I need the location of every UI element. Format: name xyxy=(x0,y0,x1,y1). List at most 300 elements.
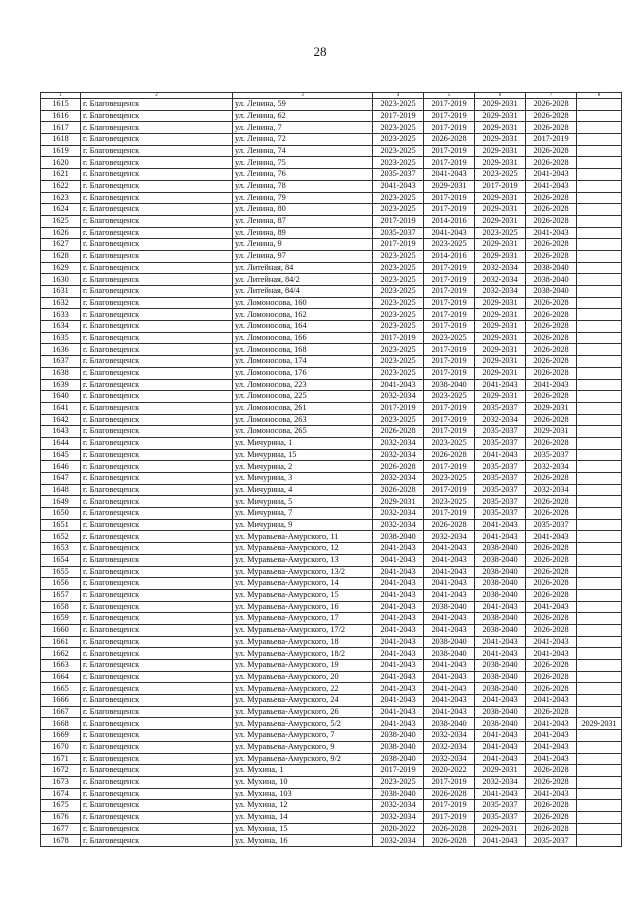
period-cell-4: 2026-2028 xyxy=(373,461,424,473)
period-cell-4: 2035-2037 xyxy=(373,169,424,181)
period-cell-7: 2026-2028 xyxy=(526,344,577,356)
address-cell: ул. Мухина, 10 xyxy=(233,776,373,788)
period-cell-4: 2041-2043 xyxy=(373,683,424,695)
period-cell-4: 2038-2040 xyxy=(373,788,424,800)
address-cell: ул. Муравьева-Амурского, 5/2 xyxy=(233,718,373,730)
table-row xyxy=(41,788,622,800)
table-row xyxy=(41,543,622,555)
table-row xyxy=(41,508,622,520)
period-cell-6: 2029-2031 xyxy=(475,110,526,122)
city-cell: г. Благовещенск xyxy=(81,391,233,403)
period-cell-4: 2038-2040 xyxy=(373,741,424,753)
period-cell-4: 2023-2025 xyxy=(373,286,424,298)
period-cell-4: 2032-2034 xyxy=(373,473,424,485)
period-cell-8 xyxy=(577,110,622,122)
period-cell-5: 2023-2025 xyxy=(424,437,475,449)
period-cell-8 xyxy=(577,274,622,286)
period-cell-4: 2017-2019 xyxy=(373,239,424,251)
period-cell-7: 2026-2028 xyxy=(526,578,577,590)
city-cell: г. Благовещенск xyxy=(81,192,233,204)
period-cell-4: 2023-2025 xyxy=(373,367,424,379)
period-cell-8 xyxy=(577,624,622,636)
period-cell-8 xyxy=(577,531,622,543)
row-number-cell: 1620 xyxy=(41,157,81,169)
row-number-cell: 1678 xyxy=(41,835,81,847)
period-cell-4: 2041-2043 xyxy=(373,566,424,578)
city-cell: г. Благовещенск xyxy=(81,134,233,146)
table-row xyxy=(41,192,622,204)
address-cell: ул. Муравьева-Амурского, 19 xyxy=(233,660,373,672)
row-number-cell: 1646 xyxy=(41,461,81,473)
table-row xyxy=(41,134,622,146)
period-cell-5: 2017-2019 xyxy=(424,157,475,169)
period-cell-6: 2041-2043 xyxy=(475,741,526,753)
period-cell-8 xyxy=(577,636,622,648)
period-cell-4: 2038-2040 xyxy=(373,730,424,742)
period-cell-7: 2026-2028 xyxy=(526,145,577,157)
period-cell-6: 2029-2031 xyxy=(475,391,526,403)
period-cell-8 xyxy=(577,344,622,356)
row-number-cell: 1636 xyxy=(41,344,81,356)
row-number-cell: 1643 xyxy=(41,426,81,438)
table-row xyxy=(41,601,622,613)
period-cell-8 xyxy=(577,227,622,239)
address-cell: ул. Муравьева-Амурского, 11 xyxy=(233,531,373,543)
row-number-cell: 1633 xyxy=(41,309,81,321)
row-number-cell: 1635 xyxy=(41,332,81,344)
address-cell: ул. Мухина, 12 xyxy=(233,800,373,812)
address-cell: ул. Ломоносова, 176 xyxy=(233,367,373,379)
address-cell: ул. Ленина, 59 xyxy=(233,99,373,111)
period-cell-8 xyxy=(577,402,622,414)
period-cell-5: 2017-2019 xyxy=(424,286,475,298)
period-cell-7: 2026-2028 xyxy=(526,99,577,111)
page-number: 28 xyxy=(313,44,327,59)
period-cell-7: 2032-2034 xyxy=(526,461,577,473)
period-cell-6: 2029-2031 xyxy=(475,99,526,111)
table-row xyxy=(41,660,622,672)
period-cell-8 xyxy=(577,800,622,812)
period-cell-6: 2035-2037 xyxy=(475,437,526,449)
city-cell: г. Благовещенск xyxy=(81,484,233,496)
table-row xyxy=(41,671,622,683)
table-row xyxy=(41,157,622,169)
table-row xyxy=(41,402,622,414)
address-cell: ул. Муравьева-Амурского, 7 xyxy=(233,730,373,742)
period-cell-6: 2029-2031 xyxy=(475,192,526,204)
period-cell-7: 2026-2028 xyxy=(526,671,577,683)
period-cell-7: 2032-2034 xyxy=(526,484,577,496)
period-cell-4: 2023-2025 xyxy=(373,344,424,356)
period-cell-7: 2026-2028 xyxy=(526,554,577,566)
column-number-cell: 8 xyxy=(577,93,622,99)
city-cell: г. Благовещенск xyxy=(81,332,233,344)
period-cell-5: 2032-2034 xyxy=(424,730,475,742)
table-row xyxy=(41,730,622,742)
period-cell-7: 2041-2043 xyxy=(526,531,577,543)
period-cell-6: 2038-2040 xyxy=(475,660,526,672)
city-cell: г. Благовещенск xyxy=(81,239,233,251)
period-cell-6: 2035-2037 xyxy=(475,800,526,812)
period-cell-6: 2038-2040 xyxy=(475,566,526,578)
period-cell-7: 2041-2043 xyxy=(526,730,577,742)
row-number-cell: 1632 xyxy=(41,297,81,309)
address-cell: ул. Ленина, 78 xyxy=(233,180,373,192)
period-cell-7: 2038-2040 xyxy=(526,262,577,274)
address-cell: ул. Муравьева-Амурского, 9 xyxy=(233,741,373,753)
table-row xyxy=(41,531,622,543)
period-cell-7: 2026-2028 xyxy=(526,356,577,368)
period-cell-8 xyxy=(577,297,622,309)
row-number-cell: 1650 xyxy=(41,508,81,520)
period-cell-5: 2017-2019 xyxy=(424,402,475,414)
period-cell-6: 2041-2043 xyxy=(475,531,526,543)
period-cell-6: 2029-2031 xyxy=(475,297,526,309)
row-number-cell: 1656 xyxy=(41,578,81,590)
period-cell-6: 2029-2031 xyxy=(475,250,526,262)
period-cell-5: 2014-2016 xyxy=(424,215,475,227)
period-cell-8 xyxy=(577,332,622,344)
period-cell-4: 2023-2025 xyxy=(373,192,424,204)
period-cell-5: 2029-2031 xyxy=(424,180,475,192)
period-cell-4: 2041-2043 xyxy=(373,379,424,391)
period-cell-8 xyxy=(577,613,622,625)
period-cell-6: 2038-2040 xyxy=(475,706,526,718)
table-row xyxy=(41,765,622,777)
period-cell-5: 2017-2019 xyxy=(424,297,475,309)
city-cell: г. Благовещенск xyxy=(81,297,233,309)
address-cell: ул. Муравьева-Амурского, 26 xyxy=(233,706,373,718)
table-row xyxy=(41,437,622,449)
period-cell-7: 2026-2028 xyxy=(526,297,577,309)
table-row xyxy=(41,274,622,286)
period-cell-4: 2023-2025 xyxy=(373,122,424,134)
row-number-cell: 1618 xyxy=(41,134,81,146)
period-cell-8 xyxy=(577,99,622,111)
period-cell-4: 2023-2025 xyxy=(373,321,424,333)
period-cell-5: 2017-2019 xyxy=(424,99,475,111)
address-cell: ул. Муравьева-Амурского, 16 xyxy=(233,601,373,613)
period-cell-8 xyxy=(577,706,622,718)
period-cell-6: 2029-2031 xyxy=(475,122,526,134)
period-cell-6: 2029-2031 xyxy=(475,204,526,216)
period-cell-7: 2026-2028 xyxy=(526,589,577,601)
period-cell-8 xyxy=(577,192,622,204)
period-cell-8: 2029-2031 xyxy=(577,718,622,730)
address-cell: ул. Ленина, 62 xyxy=(233,110,373,122)
period-cell-7: 2035-2037 xyxy=(526,519,577,531)
period-cell-7: 2026-2028 xyxy=(526,110,577,122)
row-number-cell: 1627 xyxy=(41,239,81,251)
table-row xyxy=(41,110,622,122)
period-cell-7: 2026-2028 xyxy=(526,508,577,520)
period-cell-6: 2017-2019 xyxy=(475,180,526,192)
period-cell-7: 2041-2043 xyxy=(526,741,577,753)
period-cell-6: 2023-2025 xyxy=(475,169,526,181)
period-cell-7: 2041-2043 xyxy=(526,636,577,648)
period-cell-7: 2041-2043 xyxy=(526,227,577,239)
period-cell-8 xyxy=(577,741,622,753)
period-cell-4: 2032-2034 xyxy=(373,800,424,812)
row-number-cell: 1672 xyxy=(41,765,81,777)
row-number-cell: 1668 xyxy=(41,718,81,730)
table-body xyxy=(41,99,622,847)
period-cell-7: 2026-2028 xyxy=(526,367,577,379)
row-number-cell: 1649 xyxy=(41,496,81,508)
table-row xyxy=(41,204,622,216)
period-cell-6: 2029-2031 xyxy=(475,309,526,321)
period-cell-7: 2041-2043 xyxy=(526,379,577,391)
period-cell-5: 2026-2028 xyxy=(424,788,475,800)
period-cell-7: 2035-2037 xyxy=(526,835,577,847)
period-cell-8 xyxy=(577,543,622,555)
period-cell-8 xyxy=(577,145,622,157)
city-cell: г. Благовещенск xyxy=(81,157,233,169)
row-number-cell: 1628 xyxy=(41,250,81,262)
period-cell-5: 2023-2025 xyxy=(424,332,475,344)
table-row xyxy=(41,391,622,403)
period-cell-4: 2032-2034 xyxy=(373,835,424,847)
period-cell-5: 2017-2019 xyxy=(424,204,475,216)
address-cell: ул. Ленина, 89 xyxy=(233,227,373,239)
period-cell-5: 2041-2043 xyxy=(424,227,475,239)
period-cell-5: 2038-2040 xyxy=(424,648,475,660)
city-cell: г. Благовещенск xyxy=(81,578,233,590)
period-cell-6: 2029-2031 xyxy=(475,239,526,251)
period-cell-6: 2038-2040 xyxy=(475,589,526,601)
period-cell-4: 2041-2043 xyxy=(373,695,424,707)
period-cell-8 xyxy=(577,461,622,473)
table-row xyxy=(41,624,622,636)
table-row xyxy=(41,99,622,111)
period-cell-7: 2026-2028 xyxy=(526,192,577,204)
period-cell-5: 2041-2043 xyxy=(424,613,475,625)
period-cell-8 xyxy=(577,811,622,823)
address-cell: ул. Ленина, 72 xyxy=(233,134,373,146)
period-cell-4: 2017-2019 xyxy=(373,215,424,227)
row-number-cell: 1642 xyxy=(41,414,81,426)
period-cell-7: 2026-2028 xyxy=(526,613,577,625)
period-cell-6: 2035-2037 xyxy=(475,402,526,414)
city-cell: г. Благовещенск xyxy=(81,262,233,274)
address-cell: ул. Ленина, 9 xyxy=(233,239,373,251)
city-cell: г. Благовещенск xyxy=(81,145,233,157)
period-cell-5: 2041-2043 xyxy=(424,671,475,683)
period-cell-8 xyxy=(577,180,622,192)
period-cell-7: 2026-2028 xyxy=(526,414,577,426)
period-cell-8 xyxy=(577,286,622,298)
row-number-cell: 1677 xyxy=(41,823,81,835)
period-cell-4: 2023-2025 xyxy=(373,145,424,157)
period-cell-6: 2038-2040 xyxy=(475,671,526,683)
period-cell-4: 2041-2043 xyxy=(373,578,424,590)
period-cell-8 xyxy=(577,239,622,251)
city-cell: г. Благовещенск xyxy=(81,286,233,298)
table-row xyxy=(41,589,622,601)
row-number-cell: 1665 xyxy=(41,683,81,695)
period-cell-7: 2026-2028 xyxy=(526,706,577,718)
period-cell-7: 2041-2043 xyxy=(526,788,577,800)
period-cell-6: 2038-2040 xyxy=(475,613,526,625)
city-cell: г. Благовещенск xyxy=(81,660,233,672)
period-cell-4: 2017-2019 xyxy=(373,765,424,777)
row-number-cell: 1669 xyxy=(41,730,81,742)
address-cell: ул. Ленина, 80 xyxy=(233,204,373,216)
period-cell-7: 2041-2043 xyxy=(526,180,577,192)
period-cell-4: 2023-2025 xyxy=(373,776,424,788)
period-cell-7: 2026-2028 xyxy=(526,309,577,321)
period-cell-4: 2032-2034 xyxy=(373,449,424,461)
city-cell: г. Благовещенск xyxy=(81,99,233,111)
table-row xyxy=(41,741,622,753)
period-cell-5: 2017-2019 xyxy=(424,321,475,333)
city-cell: г. Благовещенск xyxy=(81,753,233,765)
period-cell-5: 2026-2028 xyxy=(424,449,475,461)
city-cell: г. Благовещенск xyxy=(81,473,233,485)
city-cell: г. Благовещенск xyxy=(81,543,233,555)
period-cell-7: 2026-2028 xyxy=(526,543,577,555)
period-cell-7: 2017-2019 xyxy=(526,134,577,146)
period-cell-6: 2038-2040 xyxy=(475,554,526,566)
period-cell-7: 2035-2037 xyxy=(526,449,577,461)
row-number-cell: 1667 xyxy=(41,706,81,718)
period-cell-4: 2041-2043 xyxy=(373,718,424,730)
period-cell-5: 2023-2025 xyxy=(424,239,475,251)
row-number-cell: 1629 xyxy=(41,262,81,274)
period-cell-4: 2041-2043 xyxy=(373,636,424,648)
city-cell: г. Благовещенск xyxy=(81,554,233,566)
period-cell-4: 2017-2019 xyxy=(373,402,424,414)
period-cell-5: 2026-2028 xyxy=(424,134,475,146)
period-cell-4: 2032-2034 xyxy=(373,391,424,403)
table-row xyxy=(41,239,622,251)
table-row xyxy=(41,473,622,485)
period-cell-4: 2017-2019 xyxy=(373,110,424,122)
period-cell-5: 2041-2043 xyxy=(424,566,475,578)
address-cell: ул. Ломоносова, 225 xyxy=(233,391,373,403)
period-cell-7: 2026-2028 xyxy=(526,473,577,485)
table-row xyxy=(41,648,622,660)
table-row xyxy=(41,496,622,508)
period-cell-5: 2038-2040 xyxy=(424,601,475,613)
table-row xyxy=(41,718,622,730)
period-cell-5: 2017-2019 xyxy=(424,811,475,823)
table-row xyxy=(41,180,622,192)
period-cell-5: 2017-2019 xyxy=(424,367,475,379)
period-cell-4: 2041-2043 xyxy=(373,624,424,636)
column-number-cell: 6 xyxy=(475,93,526,99)
table-row xyxy=(41,426,622,438)
period-cell-4: 2026-2028 xyxy=(373,426,424,438)
period-cell-5: 2023-2025 xyxy=(424,473,475,485)
table-row xyxy=(41,356,622,368)
table-row xyxy=(41,449,622,461)
period-cell-5: 2017-2019 xyxy=(424,356,475,368)
table-row xyxy=(41,250,622,262)
row-number-cell: 1631 xyxy=(41,286,81,298)
row-number-cell: 1615 xyxy=(41,99,81,111)
period-cell-7: 2041-2043 xyxy=(526,753,577,765)
period-cell-5: 2041-2043 xyxy=(424,624,475,636)
address-cell: ул. Ломоносова, 174 xyxy=(233,356,373,368)
period-cell-4: 2032-2034 xyxy=(373,508,424,520)
row-number-cell: 1644 xyxy=(41,437,81,449)
period-cell-6: 2035-2037 xyxy=(475,811,526,823)
address-cell: ул. Ломоносова, 223 xyxy=(233,379,373,391)
city-cell: г. Благовещенск xyxy=(81,624,233,636)
period-cell-6: 2032-2034 xyxy=(475,274,526,286)
table-row xyxy=(41,578,622,590)
address-cell: ул. Мухина, 16 xyxy=(233,835,373,847)
row-number-cell: 1640 xyxy=(41,391,81,403)
table-row xyxy=(41,321,622,333)
period-cell-7: 2041-2043 xyxy=(526,601,577,613)
table-row xyxy=(41,706,622,718)
period-cell-7: 2041-2043 xyxy=(526,648,577,660)
city-cell: г. Благовещенск xyxy=(81,309,233,321)
period-cell-6: 2038-2040 xyxy=(475,543,526,555)
period-cell-8 xyxy=(577,589,622,601)
address-cell: ул. Мухина, 103 xyxy=(233,788,373,800)
period-cell-6: 2029-2031 xyxy=(475,344,526,356)
period-cell-7: 2026-2028 xyxy=(526,391,577,403)
period-cell-7: 2026-2028 xyxy=(526,624,577,636)
city-cell: г. Благовещенск xyxy=(81,169,233,181)
period-cell-8 xyxy=(577,391,622,403)
period-cell-5: 2041-2043 xyxy=(424,695,475,707)
city-cell: г. Благовещенск xyxy=(81,613,233,625)
city-cell: г. Благовещенск xyxy=(81,204,233,216)
column-number-cell: 4 xyxy=(373,93,424,99)
address-cell: ул. Ломоносова, 168 xyxy=(233,344,373,356)
city-cell: г. Благовещенск xyxy=(81,426,233,438)
period-cell-7: 2026-2028 xyxy=(526,239,577,251)
period-cell-5: 2017-2019 xyxy=(424,426,475,438)
period-cell-5: 2026-2028 xyxy=(424,823,475,835)
period-cell-8 xyxy=(577,601,622,613)
period-cell-7: 2026-2028 xyxy=(526,157,577,169)
period-cell-7: 2026-2028 xyxy=(526,823,577,835)
period-cell-4: 2038-2040 xyxy=(373,531,424,543)
period-cell-5: 2041-2043 xyxy=(424,554,475,566)
address-cell: ул. Мичурина, 1 xyxy=(233,437,373,449)
period-cell-4: 2023-2025 xyxy=(373,356,424,368)
period-cell-7: 2026-2028 xyxy=(526,776,577,788)
city-cell: г. Благовещенск xyxy=(81,788,233,800)
period-cell-6: 2032-2034 xyxy=(475,414,526,426)
row-number-cell: 1637 xyxy=(41,356,81,368)
city-cell: г. Благовещенск xyxy=(81,379,233,391)
row-number-cell: 1651 xyxy=(41,519,81,531)
table-row xyxy=(41,297,622,309)
row-number-cell: 1617 xyxy=(41,122,81,134)
period-cell-4: 2017-2019 xyxy=(373,332,424,344)
period-cell-5: 2041-2043 xyxy=(424,706,475,718)
table-row xyxy=(41,122,622,134)
table-row xyxy=(41,414,622,426)
table-row xyxy=(41,169,622,181)
period-cell-5: 2017-2019 xyxy=(424,484,475,496)
period-cell-7: 2041-2043 xyxy=(526,695,577,707)
period-cell-4: 2023-2025 xyxy=(373,134,424,146)
row-number-cell: 1658 xyxy=(41,601,81,613)
period-cell-6: 2035-2037 xyxy=(475,496,526,508)
address-cell: ул. Муравьева-Амурского, 24 xyxy=(233,695,373,707)
period-cell-7: 2029-2031 xyxy=(526,426,577,438)
period-cell-8 xyxy=(577,204,622,216)
period-cell-5: 2017-2019 xyxy=(424,461,475,473)
city-cell: г. Благовещенск xyxy=(81,449,233,461)
